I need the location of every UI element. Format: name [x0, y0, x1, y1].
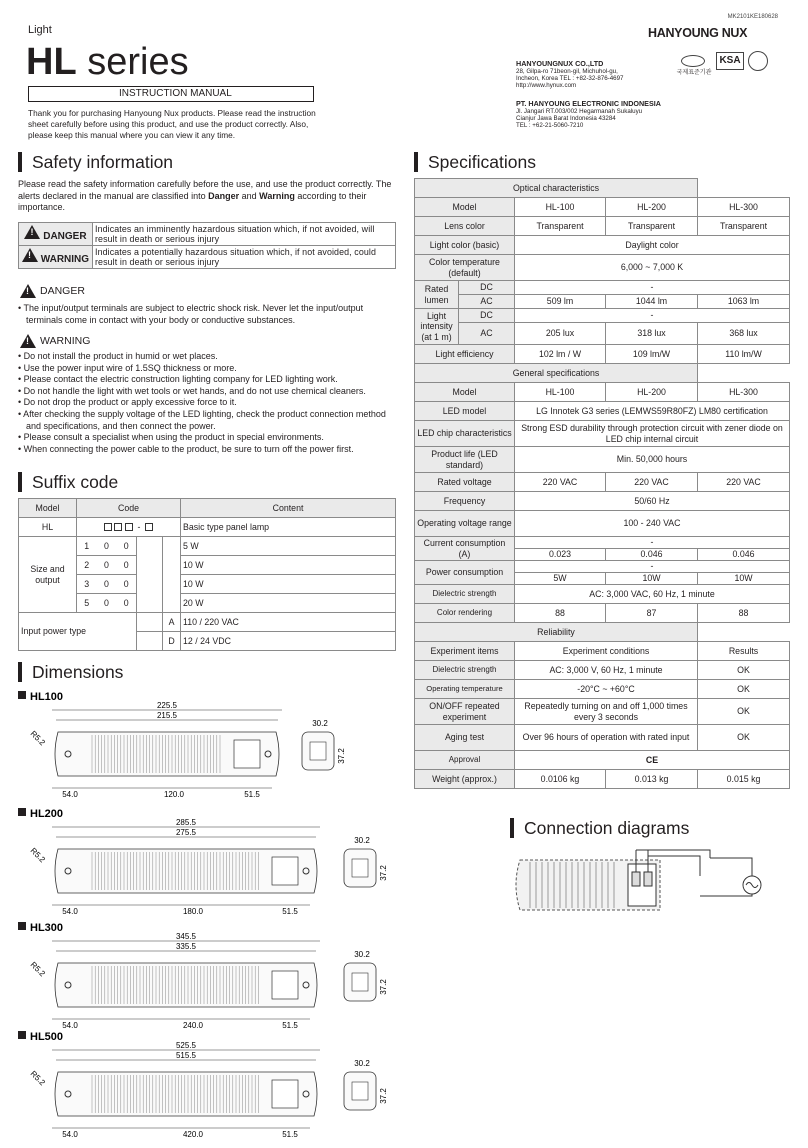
input-code: D — [163, 632, 181, 651]
cri-label: Color rendering — [415, 604, 515, 623]
r-dielectric-label: Dielectric strength — [415, 661, 515, 680]
text: according to their importance. — [18, 190, 367, 213]
current-value: 0.023 — [515, 549, 606, 561]
current-value: 0.046 — [606, 549, 698, 561]
current-label: Current consumption (A) — [415, 537, 515, 561]
input-label: Input power type — [19, 613, 137, 651]
title-rest: series — [76, 41, 189, 83]
dim-model-title: HL100 — [30, 691, 64, 703]
dash: - — [515, 537, 790, 549]
radius-label: R5.2 — [28, 1069, 47, 1088]
th-exp-items: Experiment items — [415, 642, 515, 661]
lux-value: 318 lux — [606, 323, 698, 345]
th-content: Content — [181, 499, 396, 518]
lens-value: Transparent — [515, 217, 606, 236]
digit: 0 — [117, 556, 137, 575]
weight-value: 0.015 kg — [698, 770, 790, 789]
power-label: Power consumption — [415, 561, 515, 585]
voltage-value: 220 VAC — [515, 473, 606, 492]
addr-line: 28, Gilpa-ro 71beon-gil, Michuhol-gu, — [516, 68, 618, 75]
section-connection-title: Connection diagrams — [510, 818, 689, 838]
company-korea — [516, 60, 624, 89]
dim-model-title: HL200 — [30, 808, 64, 820]
dielectric-label: Dielectric strength — [415, 585, 515, 604]
warning-item: • Use the power input wire of 1.5SQ thickness or more. — [18, 362, 237, 373]
th-code: Code — [77, 499, 181, 518]
dim-model-title: HL500 — [30, 1031, 64, 1043]
warning-label — [19, 246, 93, 269]
terminal-right — [644, 872, 652, 886]
r-optemp-label: Operating temperature — [415, 680, 515, 699]
current-value: 0.046 — [698, 549, 790, 561]
warning-item: • Please contact the electric construction lighting company for LED lighting work. — [18, 374, 338, 385]
r-aging-label: Aging test — [415, 725, 515, 751]
dash: - — [515, 281, 790, 295]
model-hl200: HL-200 — [606, 198, 698, 217]
input-content: 12 / 24 VDC — [181, 632, 396, 651]
dim-c-label: 51.5 — [282, 1021, 298, 1030]
weight-value: 0.0106 kg — [515, 770, 606, 789]
digit: 5 — [77, 594, 97, 613]
warning-item: • Do not handle the light with wet tools or wet hands, and do not use chemical cleaners. — [18, 385, 366, 396]
radius-label: R5.2 — [28, 846, 47, 865]
suffix-table — [18, 498, 396, 651]
model-hl300: HL-300 — [698, 198, 790, 217]
warning-item: • Do not drop the product or apply excessive force to it. — [18, 397, 237, 408]
eff-value: 109 lm/W — [606, 345, 698, 364]
intensity-label: Light intensity (at 1 m) — [415, 309, 459, 345]
lens-value: Transparent — [606, 217, 698, 236]
intro-text: Thank you for purchasing Hanyoung Nux products. Please read the instruction sheet carefully before using this product, and use the product correctly. Also, please keep this manual where you can view it any time. — [28, 108, 316, 140]
warning-text: Indicates a potentially hazardous situation which, if not avoided, could result in death or serious injury — [93, 246, 396, 269]
text: WARNING — [40, 335, 91, 347]
dim-a-label: 54.0 — [62, 1021, 78, 1030]
power-value: 10W — [698, 573, 790, 585]
lumen-value: 1044 lm — [606, 295, 698, 309]
ce-mark-icon: CE — [515, 751, 790, 770]
dim-outer-label: 345.5 — [175, 932, 197, 941]
dash: - — [515, 561, 790, 573]
document-number: MK2101KE180628 — [727, 14, 778, 20]
digit: 0 — [97, 575, 117, 594]
code-box-icon — [114, 523, 122, 531]
addr-line: http://www.hynux.com — [516, 82, 577, 89]
danger-text: Indicates an imminently hazardous situation which, if not avoided, will result in death or serious injury — [93, 223, 396, 246]
side-height-label: 37.2 — [337, 748, 346, 764]
radius-label: R5.2 — [28, 960, 47, 979]
warning-triangle-icon — [20, 284, 36, 298]
result-ok: OK — [698, 725, 790, 751]
warning-triangle-icon — [24, 225, 40, 239]
title-square-icon — [18, 922, 26, 930]
dielectric-value: AC: 3,000 VAC, 60 Hz, 1 minute — [515, 585, 790, 604]
spec-table — [414, 178, 790, 789]
model-hl200: HL-200 — [606, 383, 698, 402]
digit: 0 — [97, 594, 117, 613]
text: Warning — [259, 190, 295, 201]
dc-label: DC — [459, 309, 515, 323]
addr-line: Cianjur Jawa Barat Indonesia 43284 — [516, 115, 616, 122]
text: WARNING — [40, 254, 90, 266]
light-color-value: Daylight color — [515, 236, 790, 255]
r-aging-cond: Over 96 hours of operation with rated input — [515, 725, 698, 751]
dim-a-label: 54.0 — [62, 907, 78, 916]
terminal-box — [272, 971, 298, 999]
code-box-icon — [104, 523, 112, 531]
warning-item: • Do not install the product in humid or wet places. — [18, 351, 218, 361]
danger-label — [19, 223, 93, 246]
lux-value: 205 lux — [515, 323, 606, 345]
size-label: Size and output — [19, 537, 77, 613]
dim-outer-label: 285.5 — [175, 818, 197, 827]
weight-label: Weight (approx.) — [415, 770, 515, 789]
danger-heading — [20, 284, 85, 298]
code-boxes — [77, 518, 181, 537]
manual-label: INSTRUCTION MANUAL — [28, 86, 314, 102]
terminal-box — [272, 1080, 298, 1108]
basic-type: Basic type panel lamp — [181, 518, 396, 537]
lumen-value: 1063 lm — [698, 295, 790, 309]
side-height-label: 37.2 — [379, 1088, 388, 1104]
terminal-box — [234, 740, 260, 768]
section-dimensions-title: Dimensions — [18, 662, 123, 682]
approval-label: Approval — [415, 751, 515, 770]
warning-heading — [20, 334, 90, 348]
weight-value: 0.013 kg — [606, 770, 698, 789]
digit: 0 — [97, 556, 117, 575]
led-model-label: LED model — [415, 402, 515, 421]
warning-item: • When connecting the power cable to the product, be sure to turn off the power first. — [18, 443, 354, 454]
safety-intro — [18, 179, 396, 214]
cert-kr-label: 국제표준기관 — [676, 70, 712, 76]
text: and — [239, 190, 260, 201]
connection-diagram — [510, 848, 790, 928]
size-content: 10 W — [181, 556, 396, 575]
r-dielectric-cond: AC: 3,000 V, 60 Hz, 1 minute — [515, 661, 698, 680]
digit: 1 — [77, 537, 97, 556]
voltage-value: 220 VAC — [606, 473, 698, 492]
dim-b-label: 180.0 — [182, 907, 204, 916]
hl-cell: HL — [19, 518, 77, 537]
dim-outer-label: 225.5 — [156, 701, 178, 710]
terminal-left — [632, 872, 640, 886]
input-content: 110 / 220 VAC — [181, 613, 396, 632]
voltage-value: 220 VAC — [698, 473, 790, 492]
text: Danger — [208, 190, 240, 201]
power-value: 5W — [515, 573, 606, 585]
cri-value: 88 — [698, 604, 790, 623]
chip-label: LED chip characteristics — [415, 421, 515, 447]
result-ok: OK — [698, 680, 790, 699]
dim-inner-label: 515.5 — [175, 1051, 197, 1060]
section-suffix-title: Suffix code — [18, 472, 118, 492]
warning-list — [18, 351, 398, 455]
company-name: HANYOUNGNUX CO.,LTD — [516, 59, 604, 68]
dim-outer-label: 525.5 — [175, 1041, 197, 1050]
dim-a-label: 54.0 — [62, 1130, 78, 1139]
frequency-label: Frequency — [415, 492, 515, 511]
side-terminal — [352, 859, 368, 877]
size-content: 5 W — [181, 537, 396, 556]
dim-c-label: 51.5 — [282, 1130, 298, 1139]
op-range-value: 100 - 240 VAC — [515, 511, 790, 537]
digit: 2 — [77, 556, 97, 575]
text: Please read the safety information carefully before the use, and use the product correctly. The alerts declared in the manual are classified into — [18, 179, 392, 201]
dc-label: DC — [459, 281, 515, 295]
terminal-box — [272, 857, 298, 885]
danger-item: • The input/output terminals are subject to electric shock risk. Never let the input/output terminals come in contact with your body or conductive substances. — [18, 303, 364, 325]
ksa-badge: KSA — [716, 52, 744, 70]
dim-b-label: 120.0 — [163, 790, 185, 799]
rated-voltage-label: Rated voltage — [415, 473, 515, 492]
side-height-label: 37.2 — [379, 865, 388, 881]
life-label: Product life (LED standard) — [415, 447, 515, 473]
op-range-label: Operating voltage range — [415, 511, 515, 537]
company-name: PT. HANYOUNG ELECTRONIC INDONESIA — [516, 99, 661, 108]
digit: 0 — [117, 594, 137, 613]
dim-c-label: 51.5 — [282, 907, 298, 916]
page-title — [26, 40, 189, 84]
life-value: Min. 50,000 hours — [515, 447, 790, 473]
brand-logo: HANYOUNG NUX — [648, 26, 748, 40]
light-color-label: Light color (basic) — [415, 236, 515, 255]
input-code: A — [163, 613, 181, 632]
blank — [163, 537, 181, 613]
model-hl100: HL-100 — [515, 383, 606, 402]
text: DANGER — [40, 285, 85, 297]
title-square-icon — [18, 808, 26, 816]
color-temp-value: 6,000 ~ 7,000 K — [515, 255, 790, 281]
blank — [137, 632, 163, 651]
lens-color-label: Lens color — [415, 217, 515, 236]
result-ok: OK — [698, 661, 790, 680]
general-header: General specifications — [415, 364, 698, 383]
rated-lumen-label: Rated lumen — [415, 281, 459, 309]
size-content: 10 W — [181, 575, 396, 594]
addr-line: TEL : +62-21-5060-7210 — [516, 122, 584, 129]
dim-model-title: HL300 — [30, 922, 64, 934]
r-optemp-cond: -20°C ~ +60°C — [515, 680, 698, 699]
digit: 0 — [97, 537, 117, 556]
dim-b-label: 240.0 — [182, 1021, 204, 1030]
digit: 0 — [117, 537, 137, 556]
digit: 0 — [117, 575, 137, 594]
title-square-icon — [18, 691, 26, 699]
warning-triangle-icon — [22, 248, 38, 262]
led-model-value: LG Innotek G3 series (LEMWS59R80FZ) LM80 certification — [515, 402, 790, 421]
color-temp-label: Color temperature (default) — [415, 255, 515, 281]
warning-item: • Please consult a specialist when using the product in special environments. — [18, 432, 324, 443]
side-width-label: 30.2 — [354, 836, 370, 845]
th-model: Model — [415, 198, 515, 217]
result-ok: OK — [698, 699, 790, 725]
power-value: 10W — [606, 573, 698, 585]
warning-triangle-icon — [20, 334, 36, 348]
r-onoff-label: ON/OFF repeated experiment — [415, 699, 515, 725]
digit: 3 — [77, 575, 97, 594]
alert-table — [18, 222, 396, 269]
cert-mark-icon — [681, 55, 705, 67]
dash: - — [137, 521, 141, 532]
cri-value: 87 — [606, 604, 698, 623]
side-terminal — [352, 973, 368, 991]
radius-label: R5.2 — [28, 729, 47, 748]
side-terminal — [352, 1082, 368, 1100]
side-width-label: 30.2 — [312, 719, 328, 728]
reliability-header: Reliability — [415, 623, 698, 642]
dash: - — [515, 309, 790, 323]
lens-value: Transparent — [698, 217, 790, 236]
efficiency-label: Light efficiency — [415, 345, 515, 364]
model-hl100: HL-100 — [515, 198, 606, 217]
dim-b-label: 420.0 — [182, 1130, 204, 1139]
code-box-icon — [125, 523, 133, 531]
th-results: Results — [698, 642, 790, 661]
frequency-value: 50/60 Hz — [515, 492, 790, 511]
th-model: Model — [415, 383, 515, 402]
addr-line: Incheon, Korea TEL : +82-32-876-4697 — [516, 75, 624, 82]
optical-header: Optical characteristics — [415, 179, 698, 198]
product-category: Light — [28, 24, 52, 36]
size-content: 20 W — [181, 594, 396, 613]
model-hl300: HL-300 — [698, 383, 790, 402]
th-model: Model — [19, 499, 77, 518]
r-onoff-cond: Repeatedly turning on and off 1,000 times every 3 seconds — [515, 699, 698, 725]
code-box-icon — [145, 523, 153, 531]
blank — [137, 613, 163, 632]
section-specs-title: Specifications — [414, 152, 536, 172]
dim-a-label: 54.0 — [62, 790, 78, 799]
eff-value: 110 lm/W — [698, 345, 790, 364]
dim-inner-label: 275.5 — [175, 828, 197, 837]
dim-c-label: 51.5 — [244, 790, 260, 799]
lumen-value: 509 lm — [515, 295, 606, 309]
ac-label: AC — [459, 295, 515, 309]
section-safety-title: Safety information — [18, 152, 173, 172]
side-width-label: 30.2 — [354, 950, 370, 959]
cri-value: 88 — [515, 604, 606, 623]
dim-inner-label: 215.5 — [156, 711, 178, 720]
dimension-drawings — [0, 680, 400, 1148]
side-width-label: 30.2 — [354, 1059, 370, 1068]
ac-label: AC — [459, 323, 515, 345]
company-indonesia — [516, 100, 661, 129]
dim-inner-label: 335.5 — [175, 942, 197, 951]
lux-value: 368 lux — [698, 323, 790, 345]
title-bold: HL — [26, 41, 77, 83]
kas-seal-icon — [748, 51, 768, 71]
warning-item: • After checking the supply voltage of the LED lighting, check the product connection method and specifications, and then connect the power. — [18, 408, 386, 431]
chip-value: Strong ESD durability through protection circuit with zener diode on LED chip internal circuit — [515, 421, 790, 447]
text: DANGER — [43, 231, 87, 243]
blank — [137, 537, 163, 613]
side-height-label: 37.2 — [379, 979, 388, 995]
eff-value: 102 lm / W — [515, 345, 606, 364]
side-terminal — [310, 742, 326, 760]
addr-line: Jl. Jangari RT.003/002 Hegarmanah Sukaluyu — [516, 108, 643, 115]
th-exp-cond: Experiment conditions — [515, 642, 698, 661]
title-square-icon — [18, 1031, 26, 1039]
